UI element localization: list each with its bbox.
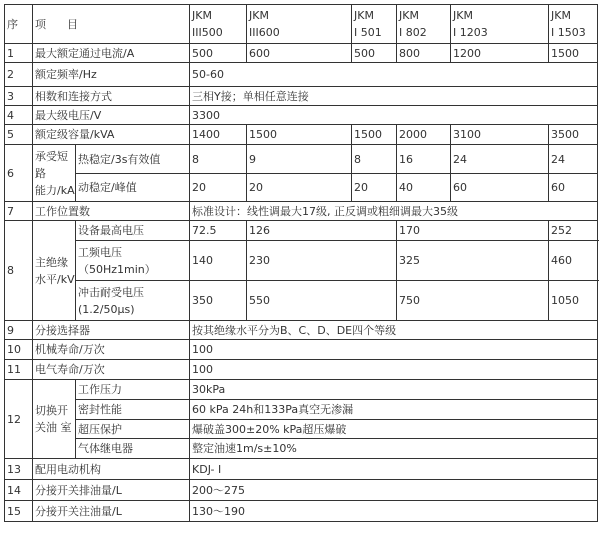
cell-value: 3500 — [549, 125, 598, 145]
cell-value: 8 — [190, 145, 247, 174]
cell-value: 325 — [397, 241, 549, 281]
row-label: 分接开关注油量/L — [33, 501, 190, 522]
row-label: 配用电动机构 — [33, 459, 190, 480]
header-model: JKM I 1503 — [549, 5, 598, 44]
cell-value: 72.5 — [190, 221, 247, 241]
table-row — [5, 340, 598, 360]
cell-value: 252 — [549, 221, 598, 241]
cell-value: 550 — [247, 281, 397, 321]
table-row — [5, 241, 598, 281]
cell-value: 600 — [247, 44, 352, 63]
table-row — [5, 125, 598, 145]
cell-value: 20 — [352, 174, 397, 202]
table-row — [5, 44, 598, 63]
row-label: 分接开关排油量/L — [33, 480, 190, 501]
row-number: 14 — [5, 480, 33, 501]
cell-value: 500 — [352, 44, 397, 63]
cell-value: 60 — [451, 174, 549, 202]
row-label: 电气寿命/万次 — [33, 360, 190, 380]
table-row — [5, 145, 598, 174]
cell-value: 三相Y接；单相任意连接 — [190, 87, 598, 106]
cell-value: 20 — [190, 174, 247, 202]
header-row — [5, 5, 598, 44]
table-row — [5, 380, 598, 400]
row-label: 分接选择器 — [33, 321, 190, 340]
row-group-label: 主绝缘 水平/kV — [33, 221, 76, 321]
cell-value: 20 — [247, 174, 352, 202]
cell-value: 100 — [190, 360, 598, 380]
cell-value: 350 — [190, 281, 247, 321]
cell-value: 100 — [190, 340, 598, 360]
row-number: 9 — [5, 321, 33, 340]
sub-label: 超压保护 — [76, 420, 190, 439]
row-number: 2 — [5, 63, 33, 87]
header-model: JKM III600 — [247, 5, 352, 44]
table-row — [5, 501, 598, 522]
sub-label: 设备最高电压 — [76, 221, 190, 241]
cell-value: 1500 — [247, 125, 352, 145]
sub-label: 工频电压 （50Hz1min） — [76, 241, 190, 281]
row-number: 4 — [5, 106, 33, 125]
row-number: 12 — [5, 380, 33, 459]
row-label: 相数和连接方式 — [33, 87, 190, 106]
cell-value: 230 — [247, 241, 397, 281]
row-number: 7 — [5, 202, 33, 221]
row-label: 最大级电压/V — [33, 106, 190, 125]
row-label: 最大额定通过电流/A — [33, 44, 190, 63]
row-number: 1 — [5, 44, 33, 63]
table-row — [5, 360, 598, 380]
table-row — [5, 221, 598, 241]
header-model: JKM I 802 — [397, 5, 451, 44]
table-row — [5, 439, 598, 459]
table-row — [5, 459, 598, 480]
cell-value: 按其绝缘水平分为B、C、D、DE四个等级 — [190, 321, 598, 340]
cell-value: 3100 — [451, 125, 549, 145]
cell-value: 24 — [451, 145, 549, 174]
cell-value: 130～190 — [190, 501, 598, 522]
cell-value: 1400 — [190, 125, 247, 145]
header-item: 项 目 — [33, 5, 190, 44]
table-row — [5, 321, 598, 340]
cell-value: 750 — [397, 281, 549, 321]
table-row — [5, 480, 598, 501]
cell-value: 1500 — [549, 44, 598, 63]
row-group-label: 切换开 关油 室 — [33, 380, 76, 459]
cell-value: 3300 — [190, 106, 598, 125]
header-model: JKM III500 — [190, 5, 247, 44]
cell-value: 2000 — [397, 125, 451, 145]
sub-label: 工作压力 — [76, 380, 190, 400]
cell-value: KDJ- I — [190, 459, 598, 480]
row-number: 8 — [5, 221, 33, 321]
cell-value: 40 — [397, 174, 451, 202]
sub-label: 热稳定/3s有效值 — [76, 145, 190, 174]
cell-value: 200～275 — [190, 480, 598, 501]
cell-value: 170 — [397, 221, 549, 241]
cell-value: 800 — [397, 44, 451, 63]
table-row — [5, 400, 598, 420]
sub-label: 冲击耐受电压 (1.2/50μs) — [76, 281, 190, 321]
row-number: 10 — [5, 340, 33, 360]
cell-value: 60 — [549, 174, 598, 202]
table-row — [5, 106, 598, 125]
table-row — [5, 281, 598, 321]
row-label: 机械寿命/万次 — [33, 340, 190, 360]
table-row — [5, 63, 598, 87]
row-label: 额定级容量/kVA — [33, 125, 190, 145]
table-row — [5, 420, 598, 439]
cell-value: 爆破盖300±20% kPa超压爆破 — [190, 420, 598, 439]
spec-table — [4, 4, 598, 522]
cell-value: 500 — [190, 44, 247, 63]
row-number: 6 — [5, 145, 33, 202]
row-group-label: 承受短 路 能力/kA — [33, 145, 76, 202]
cell-value: 60 kPa 24h和133Pa真空无渗漏 — [190, 400, 598, 420]
cell-value: 140 — [190, 241, 247, 281]
row-label: 工作位置数 — [33, 202, 190, 221]
table-row — [5, 87, 598, 106]
cell-value: 标准设计：线性调最大17级, 正反调或粗细调最大35级 — [190, 202, 598, 221]
row-label: 额定频率/Hz — [33, 63, 190, 87]
row-number: 3 — [5, 87, 33, 106]
row-number: 5 — [5, 125, 33, 145]
cell-value: 9 — [247, 145, 352, 174]
table-row — [5, 202, 598, 221]
sub-label: 密封性能 — [76, 400, 190, 420]
sub-label: 气体继电器 — [76, 439, 190, 459]
row-number: 13 — [5, 459, 33, 480]
row-number: 11 — [5, 360, 33, 380]
cell-value: 24 — [549, 145, 598, 174]
cell-value: 460 — [549, 241, 598, 281]
sub-label: 动稳定/峰值 — [76, 174, 190, 202]
header-no: 序 — [5, 5, 33, 44]
cell-value: 126 — [247, 221, 397, 241]
header-model: JKM I 501 — [352, 5, 397, 44]
row-number: 15 — [5, 501, 33, 522]
cell-value: 1200 — [451, 44, 549, 63]
cell-value: 30kPa — [190, 380, 598, 400]
cell-value: 16 — [397, 145, 451, 174]
cell-value: 1500 — [352, 125, 397, 145]
cell-value: 整定油速1m/s±10% — [190, 439, 598, 459]
cell-value: 50-60 — [190, 63, 598, 87]
table-row — [5, 174, 598, 202]
cell-value: 1050 — [549, 281, 598, 321]
cell-value: 8 — [352, 145, 397, 174]
header-model: JKM I 1203 — [451, 5, 549, 44]
